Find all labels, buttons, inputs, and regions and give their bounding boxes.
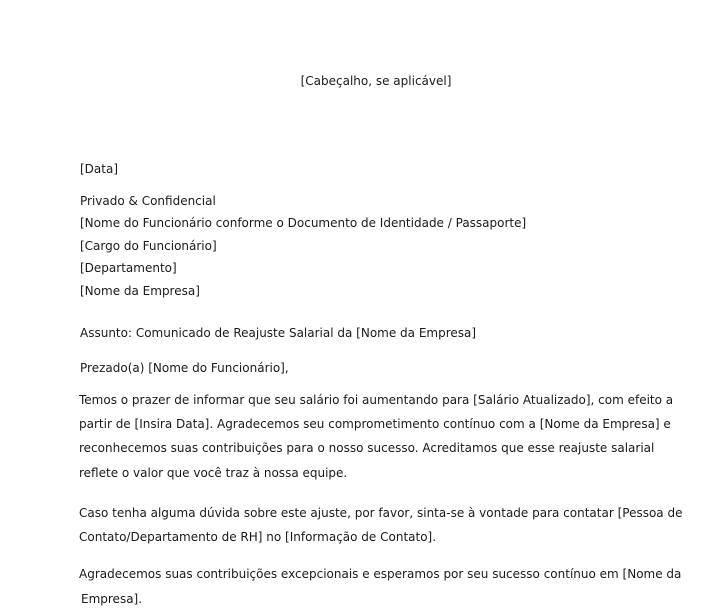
paragraph-2-line-1: Caso tenha alguma dúvida sobre este ajuste, por favor, sinta-se à vontade para contatar [Pessoa de: [79, 506, 683, 520]
recipient-confidential: Privado & Confidencial: [80, 194, 216, 208]
paragraph-1-line-3: reconhecemos suas contribuições para o nosso sucesso. Acreditamos que esse reajuste salarial: [79, 441, 655, 455]
paragraph-1-line-4: reflete o valor que você traz à nossa equipe.: [79, 466, 348, 480]
header-placeholder: [Cabeçalho, se aplicável]: [300, 74, 452, 88]
paragraph-3-line-1: Agradecemos suas contribuições excepcionais e esperamos por seu sucesso contínuo em [Nome da: [79, 567, 682, 581]
subject-line: Assunto: Comunicado de Reajuste Salarial da [Nome da Empresa]: [80, 326, 477, 340]
recipient-department: [Departamento]: [80, 261, 177, 275]
recipient-name: [Nome do Funcionário conforme o Documento de Identidade / Passaporte]: [80, 216, 527, 230]
recipient-company: [Nome da Empresa]: [80, 284, 200, 298]
paragraph-3-line-2: Empresa].: [81, 592, 143, 606]
paragraph-1-line-2: partir de [Insira Data]. Agradecemos seu comprometimento contínuo com a [Nome da Empresa] e: [79, 417, 671, 431]
recipient-position: [Cargo do Funcionário]: [80, 239, 217, 253]
paragraph-2-line-2: Contato/Departamento de RH] no [Informação de Contato].: [79, 530, 437, 544]
salutation: Prezado(a) [Nome do Funcionário],: [80, 361, 289, 375]
paragraph-1-line-1: Temos o prazer de informar que seu salário foi aumentando para [Salário Atualizado], com efeito a: [79, 393, 674, 407]
date-line: [Data]: [80, 162, 119, 176]
